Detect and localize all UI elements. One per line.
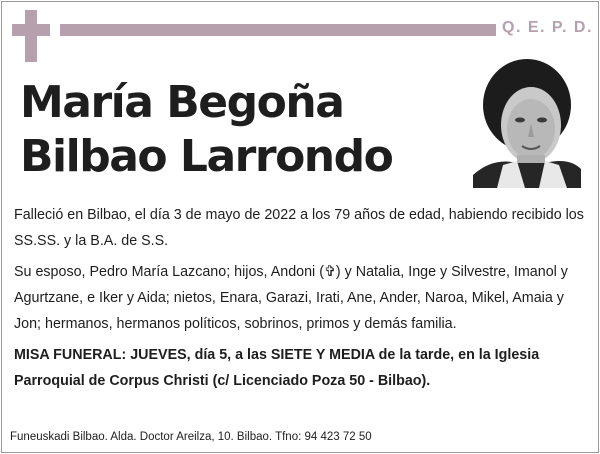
family-list: Su esposo, Pedro María Lazcano; hijos, Andoni (✞) y Natalia, Inge y Silvestre, Imanol y Agurtzane, e Iker y Aida; nietos, Enara, Garazi, Irati, Ane, Ander, Naroa, Mikel, Amaia y Jon; hermanos, hermanos políticos, sobrinos, primos y demás familia. [14, 264, 568, 332]
notice-body [14, 202, 588, 399]
qepd-label: Q. E. P. D. [502, 19, 593, 36]
name-line-2: Bilbao Larrondo [20, 131, 393, 182]
funeral-mass-info: MISA FUNERAL: JUEVES, día 5, a las SIETE Y MEDIA de la tarde, en la Iglesia Parroquial de Corpus Christi (c/ Licenciado Poza 50 - Bilbao). [14, 347, 540, 389]
cross-icon [12, 10, 50, 62]
name-line-1: María Begoña [20, 77, 344, 128]
funeral-home-footer: Funeuskadi Bilbao. Alda. Doctor Areilza, 10. Bilbao. Tfno: 94 423 72 50 [10, 431, 372, 443]
header-bar [60, 24, 496, 36]
death-announcement: Falleció en Bilbao, el día 3 de mayo de 2022 a los 79 años de edad, habiendo recibido los SS.SS. y la B.A. de S.S. [14, 207, 584, 249]
portrait-photo [473, 57, 581, 188]
deceased-name [20, 76, 460, 184]
